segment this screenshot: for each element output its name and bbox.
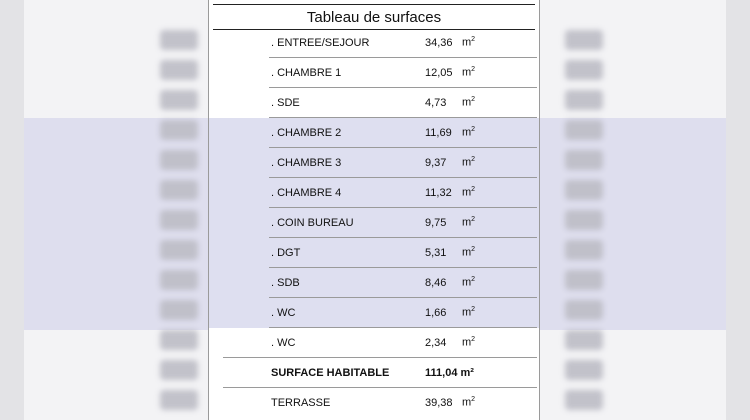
area-unit: $m^2$ (462, 36, 476, 49)
total-area: 111,04 m² (425, 367, 474, 379)
blurred-smudge (160, 270, 198, 290)
room-label: . WC (271, 307, 296, 319)
room-area: 9,75 (425, 217, 447, 229)
table-row (209, 28, 539, 58)
room-area: 9,37 (425, 157, 447, 169)
table-row (209, 88, 539, 118)
area-unit: $m^2$ (462, 96, 476, 109)
area-unit: $m^2$ (462, 276, 476, 289)
room-area: 1,66 (425, 307, 447, 319)
blurred-smudge (565, 240, 603, 260)
blurred-smudge (160, 60, 198, 80)
blurred-smudge (160, 390, 198, 410)
table-title: Tableau de surfaces (213, 4, 535, 30)
room-area: 2,34 (425, 337, 447, 349)
table-row (209, 328, 539, 358)
area-unit: $m^2$ (462, 216, 476, 229)
room-area: 8,46 (425, 277, 447, 289)
blurred-smudge (160, 150, 198, 170)
blurred-smudge (565, 360, 603, 380)
surface-table-document (208, 0, 540, 420)
terrace-row (209, 388, 539, 418)
blurred-smudge (565, 390, 603, 410)
area-unit: $m^2$ (462, 126, 476, 139)
blurred-smudge (565, 210, 603, 230)
room-area: 4,73 (425, 97, 447, 109)
room-label: . CHAMBRE 4 (271, 187, 342, 199)
blurred-smudge (160, 180, 198, 200)
room-label: . ENTREE/SEJOUR (271, 37, 370, 49)
room-label: . SDB (271, 277, 300, 289)
total-label: SURFACE HABITABLE (271, 367, 390, 379)
blurred-smudge (160, 90, 198, 110)
area-unit: $m^2$ (462, 336, 476, 349)
blurred-smudge (565, 300, 603, 320)
room-area: 12,05 (425, 67, 453, 79)
room-area: 5,31 (425, 247, 447, 259)
room-label: . COIN BUREAU (271, 217, 354, 229)
room-area: 34,36 (425, 37, 453, 49)
blurred-smudge (565, 330, 603, 350)
room-label: . CHAMBRE 3 (271, 157, 342, 169)
blurred-smudge (160, 360, 198, 380)
blurred-smudge (565, 150, 603, 170)
blurred-smudge (565, 90, 603, 110)
room-area: 11,32 (425, 187, 452, 199)
room-area: 11,69 (425, 127, 452, 139)
room-label: . DGT (271, 247, 301, 259)
terrace-label: TERRASSE (271, 397, 331, 409)
blurred-smudge (565, 30, 603, 50)
blurred-smudge (160, 210, 198, 230)
blurred-smudge (160, 240, 198, 260)
total-row (209, 358, 539, 388)
room-label: . SDE (271, 97, 300, 109)
room-label: . WC (271, 337, 296, 349)
area-unit: $m^2$ (462, 186, 476, 199)
table-row (209, 238, 539, 268)
table-row (209, 148, 539, 178)
table-row (209, 298, 539, 328)
area-unit: $m^2$ (462, 306, 476, 319)
blurred-smudge (160, 30, 198, 50)
area-unit: $m^2$ (462, 246, 476, 259)
blurred-smudge (565, 270, 603, 290)
area-unit: $m^2$ (462, 156, 476, 169)
area-unit: $m^2$ (462, 66, 476, 79)
blurred-smudge (160, 120, 198, 140)
blurred-smudge (160, 300, 198, 320)
table-row (209, 118, 539, 148)
room-label: . CHAMBRE 2 (271, 127, 342, 139)
blurred-smudge (160, 330, 198, 350)
area-unit: $m^2$ (462, 396, 476, 409)
table-row (209, 178, 539, 208)
table-row (209, 208, 539, 238)
blurred-smudge (565, 180, 603, 200)
table-row (209, 58, 539, 88)
terrace-area: 39,38 (425, 397, 453, 409)
room-label: . CHAMBRE 1 (271, 67, 342, 79)
table-row (209, 268, 539, 298)
blurred-smudge (565, 60, 603, 80)
blurred-smudge (565, 120, 603, 140)
